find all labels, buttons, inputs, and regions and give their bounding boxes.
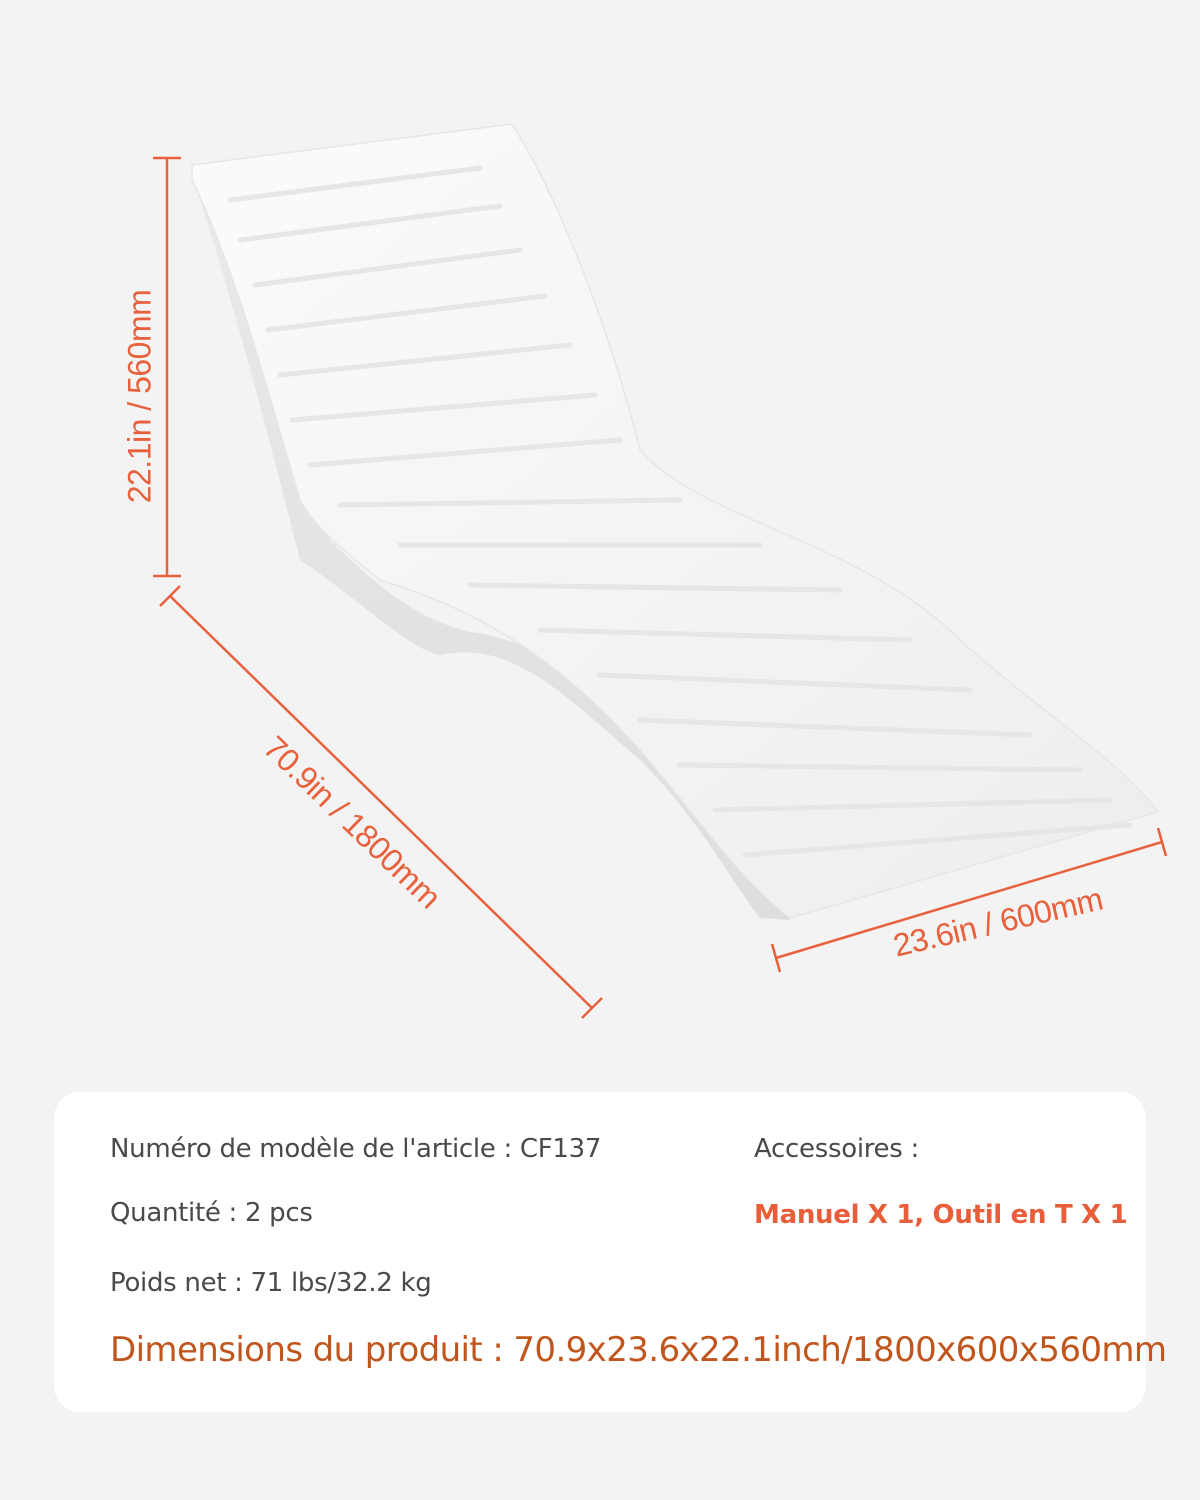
height-dimension-label: 22.1in / 560mm <box>121 289 158 504</box>
accessories-label: Accessoires : <box>754 1134 919 1164</box>
accessories-value: Manuel X 1, Outil en T X 1 <box>754 1200 1128 1230</box>
model-number: Numéro de modèle de l'article : CF137 <box>110 1134 602 1164</box>
specs-panel <box>54 1092 1167 1412</box>
net-weight: Poids net : 71 lbs/32.2 kg <box>110 1268 432 1298</box>
length-dimension-label: 70.9in / 1800mm <box>256 729 448 916</box>
product-dimensions: Dimensions du produit : 70.9x23.6x22.1inch/1800x600x560mm <box>110 1330 1167 1370</box>
quantity: Quantité : 2 pcs <box>110 1198 313 1228</box>
width-dimension-label: 23.6in / 600mm <box>889 880 1106 964</box>
